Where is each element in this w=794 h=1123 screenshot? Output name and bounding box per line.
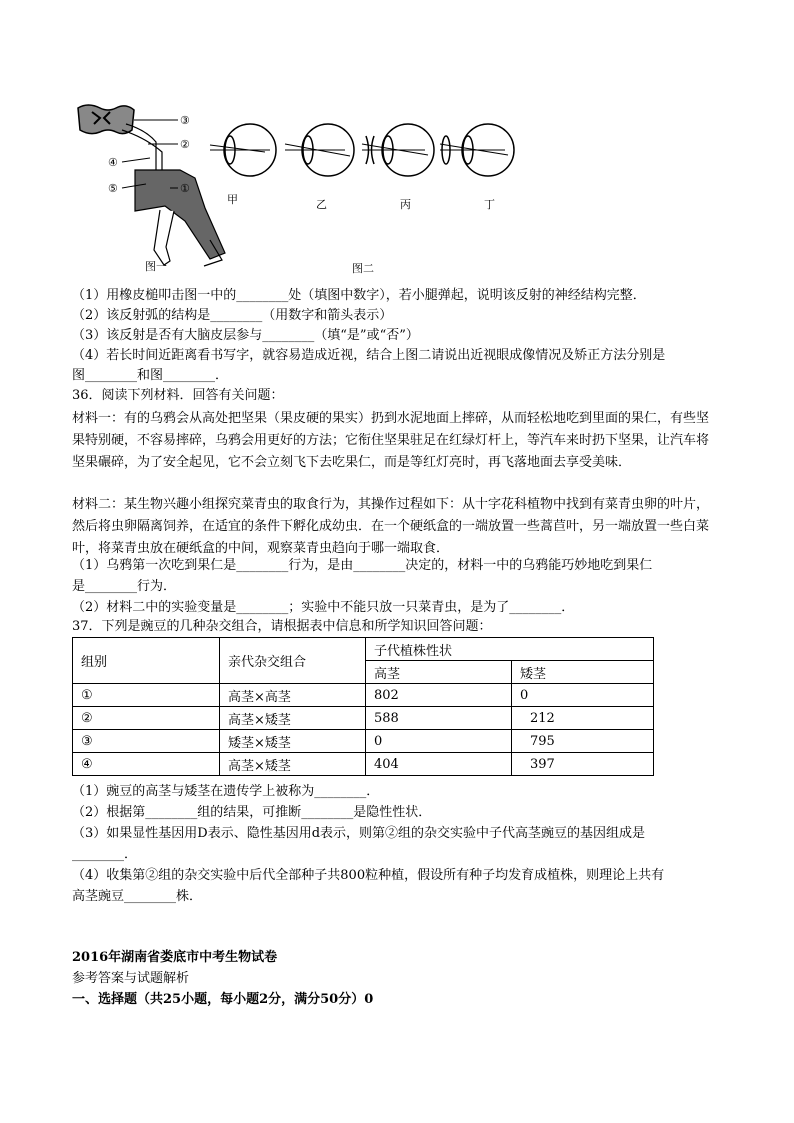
- answer-title: 2016年湖南省娄底市中考生物试卷: [72, 950, 278, 965]
- cell-group: ③: [73, 730, 220, 753]
- marker-4: ④: [108, 156, 118, 169]
- cross-table: [72, 637, 654, 776]
- q37-sub3: （3）如果显性基因用D表示、隐性基因用d表示，则第②组的杂交实验中子代高茎豌豆的基因组成是: [72, 826, 646, 841]
- table-row: [73, 684, 654, 707]
- q37-sub3b: ________．: [72, 847, 138, 862]
- eye-ding: [440, 124, 514, 176]
- cell-tall: 404: [366, 753, 512, 776]
- q37-sub4a: （4）收集第②组的杂交实验中后代全部种子共800粒种植，假设所有种子均发育成植株，则理论上共有: [72, 868, 665, 883]
- header-parents: 亲代杂交组合: [220, 638, 366, 684]
- q36-sub1a: （1）乌鸦第一次吃到果仁是________行为，是由________决定的，材料一中的乌鸦能巧妙地吃到果仁: [72, 558, 653, 573]
- reflex-arc-diagram: [78, 105, 225, 273]
- q35-sub4b: 图________和图________．: [72, 368, 229, 383]
- q36-sub2: （2）材料二中的实验变量是________；实验中不能只放一只菜青虫，是为了________．: [72, 600, 575, 615]
- marker-2: ②: [180, 138, 190, 151]
- q36-material2: 材料二：某生物兴趣小组探究菜青虫的取食行为，其操作过程如下：从十字花科植物中找到有菜青虫卵的叶片，然后将虫卵隔离饲养，在适宜的条件下孵化成幼虫．在一个硬纸盒的一端放置一些蒿苣叶，另一端放置一些白菜叶，将菜青虫放在硬纸盒的中间，观察菜青虫趋向于哪一端取食．: [72, 497, 710, 556]
- q36-material1: 材料一：有的乌鸦会从高处把坚果（果皮硬的果实）扔到水泥地面上摔碎，从而轻松地吃到里面的果仁，有些坚果特别硬，不容易摔碎，乌鸦会用更好的方法；它衔住坚果驻足在红绿灯杆上，等汽车来时扔下坚果，让汽车将坚果碾碎，为了安全起见，它不会立刻飞下去吃果仁，而是等红灯亮时，再飞落地面去享受美味．: [72, 411, 710, 470]
- q37-title: 37．下列是豌豆的几种杂交组合，请根据表中信息和所学知识回答问题：: [72, 619, 492, 634]
- header-tall: 高茎: [366, 661, 512, 684]
- marker-3: ③: [180, 114, 190, 127]
- cell-group: ②: [73, 707, 220, 730]
- q35-sub2: （2）该反射弧的结构是________（用数字和箭头表示）: [72, 308, 393, 323]
- q36-title: 36．阅读下列材料．回答有关问题：: [72, 388, 284, 403]
- table-row: [73, 753, 654, 776]
- cell-short: 795: [512, 730, 654, 753]
- marker-1: ①: [180, 182, 190, 195]
- answer-subtitle: 参考答案与试题解析: [72, 971, 190, 986]
- marker-5: ⑤: [108, 182, 118, 195]
- cell-tall: 588: [366, 707, 512, 730]
- cell-cross: 矮茎×矮茎: [220, 730, 366, 753]
- eye-label-yi: 乙: [316, 198, 327, 211]
- figure-2-caption: 图二: [352, 262, 374, 275]
- eye-yi: [285, 124, 354, 176]
- eye-label-bing: 丙: [400, 198, 411, 211]
- q35-sub3: （3）该反射是否有大脑皮层参与________（填“是”或“否”）: [72, 328, 419, 343]
- header-offspring: 子代植株性状: [366, 638, 654, 661]
- cell-short: 212: [512, 707, 654, 730]
- header-short: 矮茎: [512, 661, 654, 684]
- eye-label-jia: 甲: [227, 193, 238, 206]
- cell-group: ①: [73, 684, 220, 707]
- header-group: 组别: [73, 638, 220, 684]
- table-row: [73, 730, 654, 753]
- cell-short: 397: [512, 753, 654, 776]
- q37-sub4b: 高茎豌豆________株．: [72, 889, 203, 904]
- figure-1-caption: 图一: [145, 260, 167, 273]
- cell-short: 0: [512, 684, 654, 707]
- q37-sub1: （1）豌豆的高茎与矮茎在遗传学上被称为________．: [72, 784, 380, 799]
- cell-group: ④: [73, 753, 220, 776]
- cell-cross: 高茎×矮茎: [220, 707, 366, 730]
- q35-sub4a: （4）若长时间近距离看书写字，就容易造成近视，结合上图二请说出近视眼成像情况及矫正方法分别是: [72, 348, 666, 363]
- eye-bing: [362, 124, 434, 176]
- q36-sub1b: 是________行为．: [72, 579, 177, 594]
- q35-sub1: （1）用橡皮槌叩击图一中的________处（填图中数字），若小腿弹起，说明该反射的神经结构完整．: [72, 288, 646, 303]
- cell-cross: 高茎×矮茎: [220, 753, 366, 776]
- table-row: [73, 707, 654, 730]
- eye-label-ding: 丁: [484, 198, 495, 211]
- cell-tall: 0: [366, 730, 512, 753]
- answer-section-heading: 一、选择题（共25小题，每小题2分，满分50分）0: [72, 992, 374, 1007]
- eye-diagrams: [210, 124, 514, 176]
- q37-sub2: （2）根据第________组的结果，可推断________是隐性性状．: [72, 805, 432, 820]
- figure-diagrams: [70, 100, 540, 275]
- cell-cross: 高茎×高茎: [220, 684, 366, 707]
- eye-jia: [210, 124, 276, 176]
- cell-tall: 802: [366, 684, 512, 707]
